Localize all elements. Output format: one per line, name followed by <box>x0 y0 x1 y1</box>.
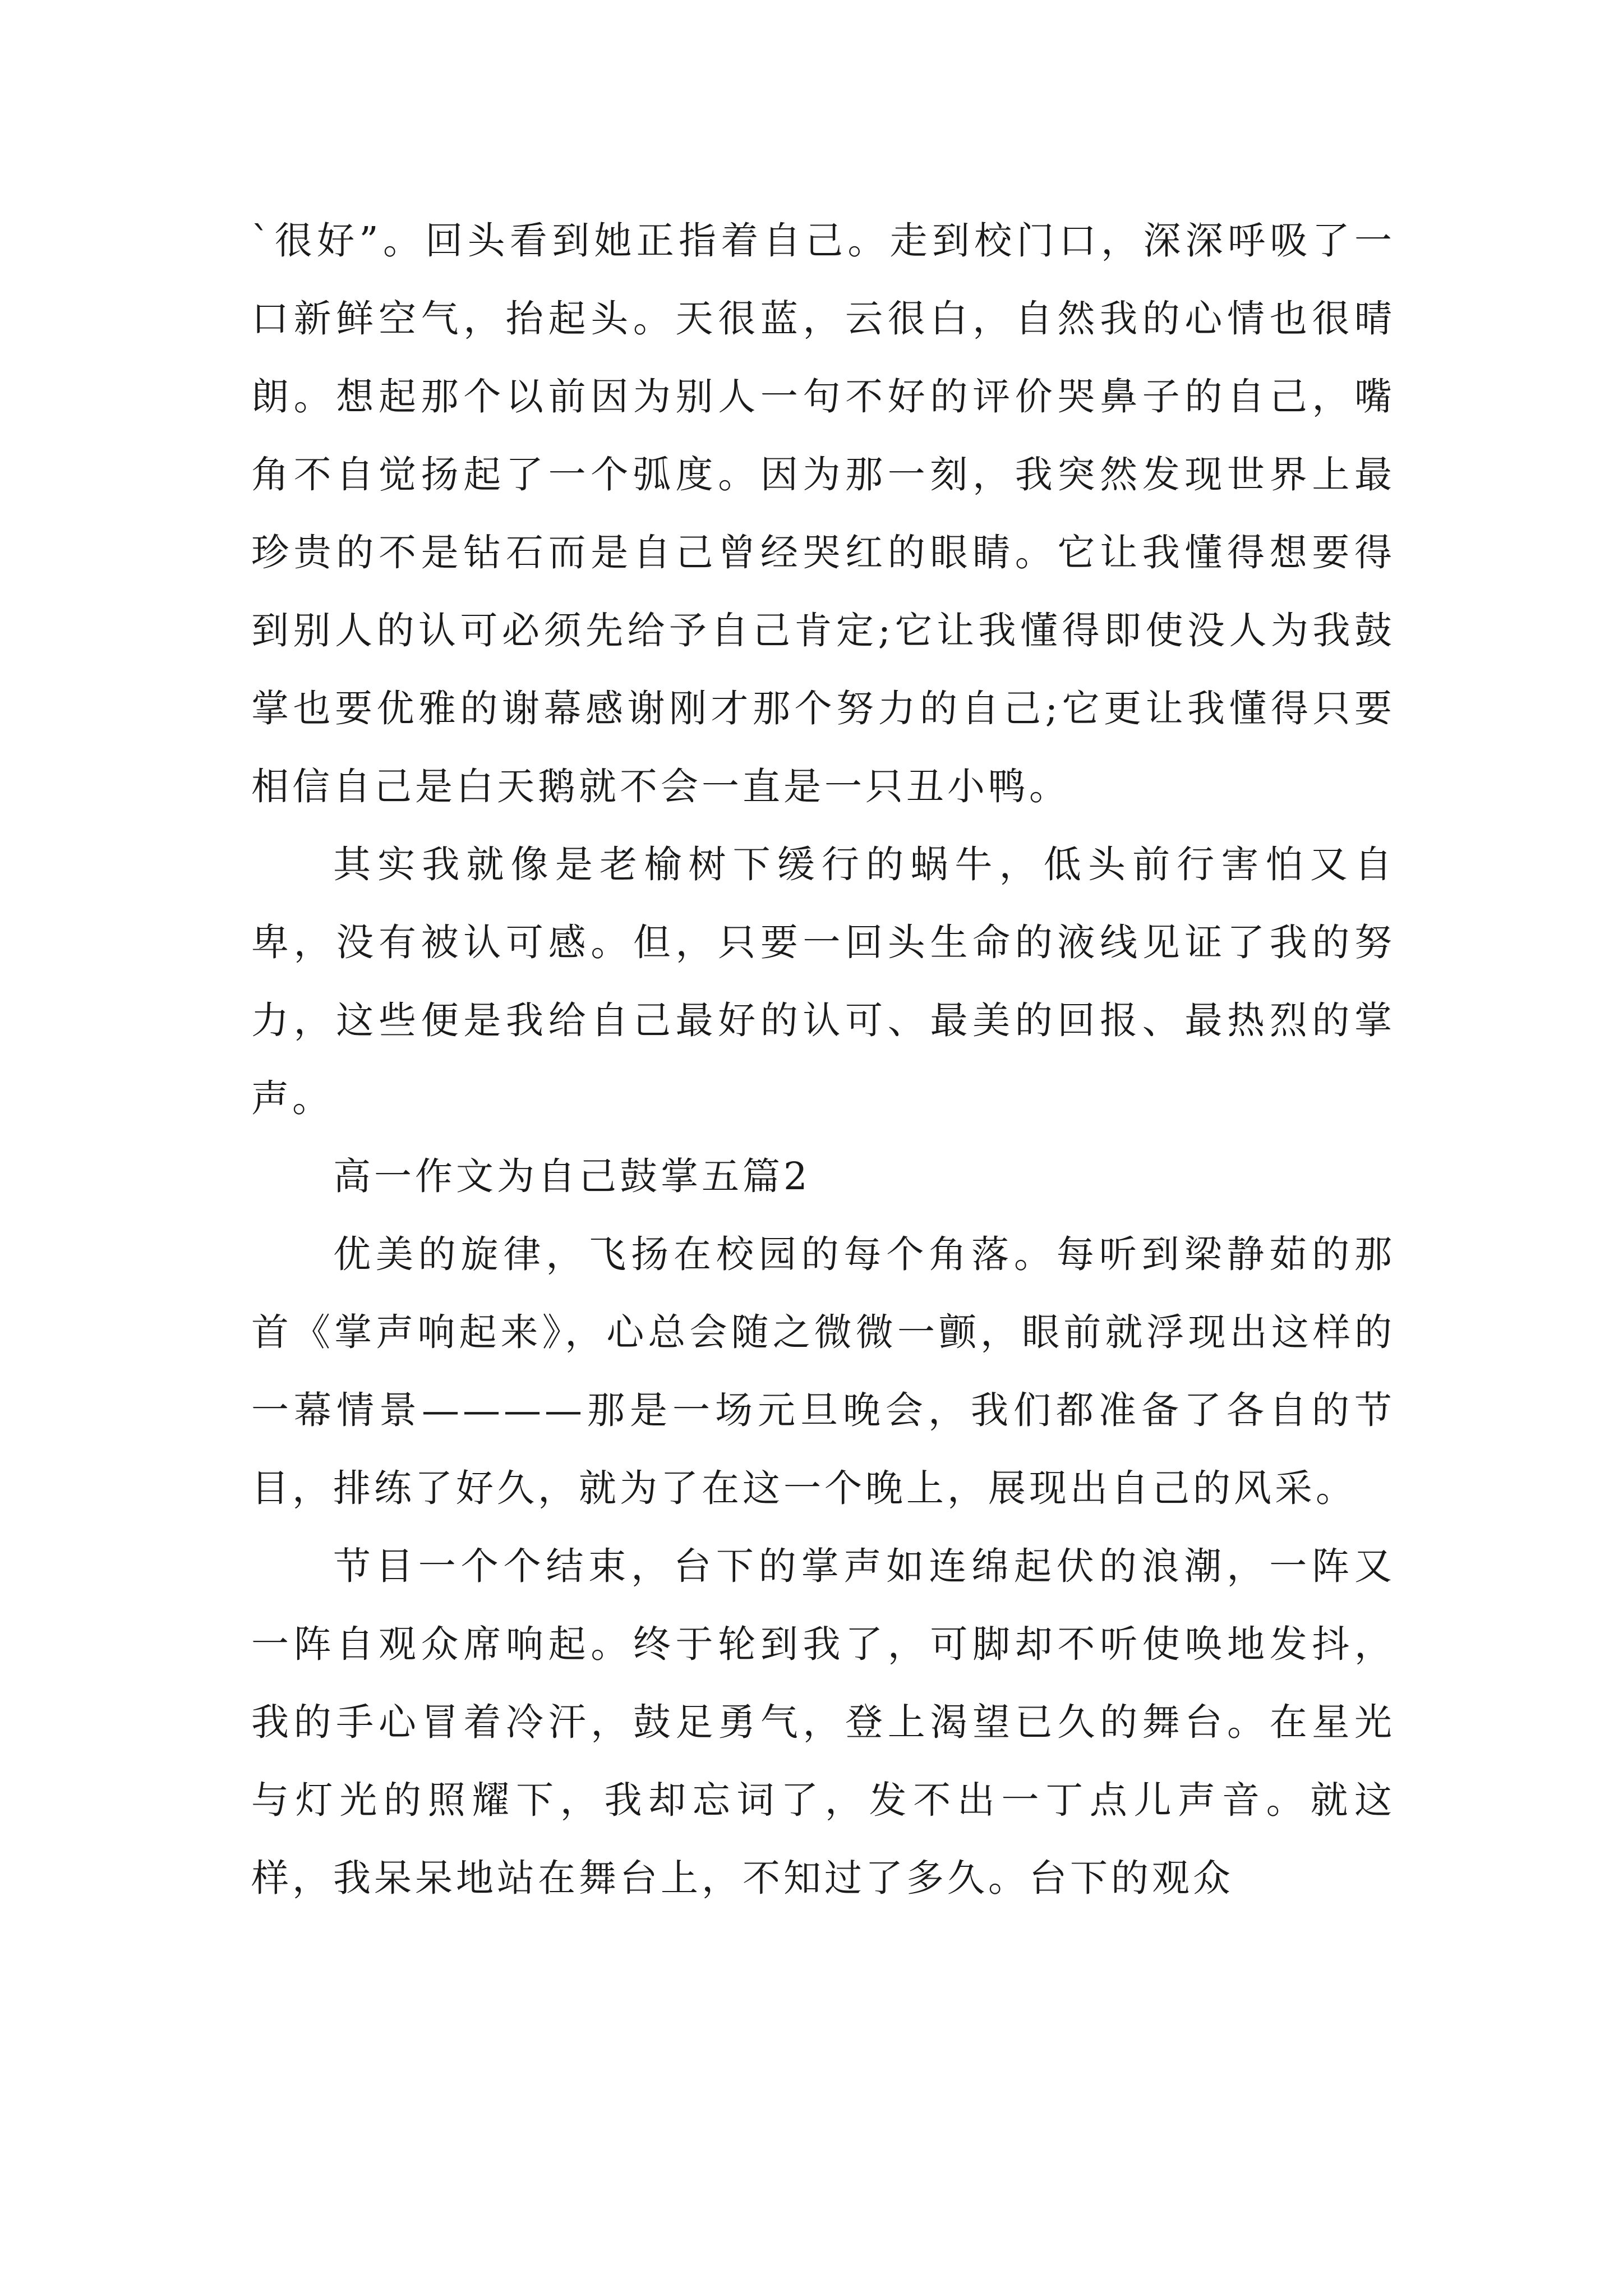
section-heading: 高一作文为自己鼓掌五篇2 <box>333 1154 811 1198</box>
paragraph-continuation: `很好”。回头看到她正指着自己。走到校门口，深深呼吸了一口新鲜空气，抬起头。天很蓝，云很白，自然我的心情也很晴朗。想起那个以前因为别人一句不好的评价哭鼻子的自己，嘴角不自觉扬起了一个弧度。因为那一刻，我突然发现世界上最珍贵的不是钻石而是自己曾经哭红的眼睛。它让我懂得想要得到别人的认可必须先给予自己肯定;它让我懂得即使没人为我鼓掌也要优雅的谢幕感谢刚才那个努力的自己;它更让我懂得只要相信自己是白天鹅就不会一直是一只丑小鸭。 <box>251 219 1395 808</box>
paragraph-snail: 其实我就像是老榆树下缓行的蜗牛，低头前行害怕又自卑，没有被认可感。但，只要一回头生命的液线见证了我的努力，这些便是我给自己最好的认可、最美的回报、最热烈的掌声。 <box>251 843 1395 1120</box>
paragraph-melody: 优美的旋律，飞扬在校园的每个角落。每听到梁静茹的那首《掌声响起来》，心总会随之微微一颤，眼前就浮现出这样的一幕情景————那是一场元旦晚会，我们都准备了各自的节目，排练了好久，就为了在这一个晚上，展现出自己的风采。 <box>251 1232 1395 1510</box>
document-body <box>251 202 1395 1917</box>
paragraph-stage: 节目一个个结束，台下的掌声如连绵起伏的浪潮，一阵又一阵自观众席响起。终于轮到我了，可脚却不听使唤地发抖，我的手心冒着冷汗，鼓足勇气，登上渴望已久的舞台。在星光与灯光的照耀下，我却忘词了，发不出一丁点儿声音。就这样，我呆呆地站在舞台上，不知过了多久。台下的观众 <box>251 1544 1395 1900</box>
